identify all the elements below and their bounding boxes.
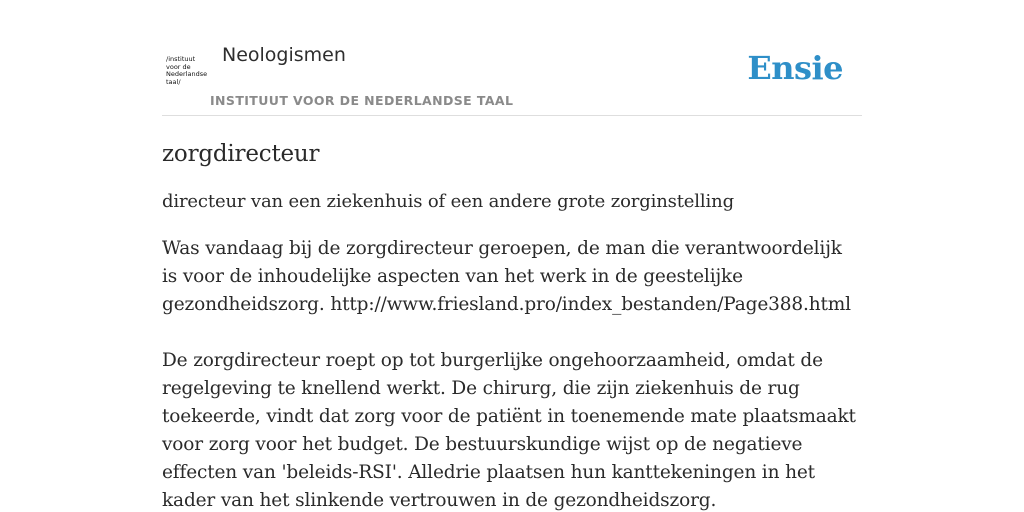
- site-title-link[interactable]: Neologismen: [222, 44, 346, 66]
- ensie-logo-link[interactable]: Ensie: [747, 49, 843, 87]
- site-header: [162, 40, 862, 116]
- entry-examples: [162, 235, 862, 512]
- example-quote: De zorgdirecteur roept op tot burgerlijke ongehoorzaamheid, omdat de regelgeving te knellend werkt. De chirurg, die zijn ziekenhuis de rug toekeerde, vindt dat zorg voor de patiënt in toenemende mate plaatsmaakt voor zorg voor het budget. De bestuurskundige wijst op de negatieve effecten van 'beleids-RSI'. Alledrie plaatsen hun kanttekeningen in het kader van het slinkende vertrouwen in de gezondheidszorg.: [162, 350, 856, 511]
- ivdnt-logo[interactable]: /instituut voor de Nederlandse taal/: [166, 55, 208, 87]
- entry-content: [162, 137, 862, 512]
- organization-name: INSTITUUT VOOR DE NEDERLANDSE TAAL: [210, 93, 514, 108]
- example-quote: Was vandaag bij de zorgdirecteur geroepen, de man die verantwoordelijk is voor de inhoudelijke aspecten van het werk in de geestelijke gezondheidszorg. http://www.friesland.pro/index_bestanden/Page388.html: [162, 238, 851, 315]
- entry-headword: zorgdirecteur: [162, 141, 320, 167]
- entry-definition: directeur van een ziekenhuis of een andere grote zorginstelling: [162, 191, 734, 212]
- example-spacer: [162, 319, 862, 347]
